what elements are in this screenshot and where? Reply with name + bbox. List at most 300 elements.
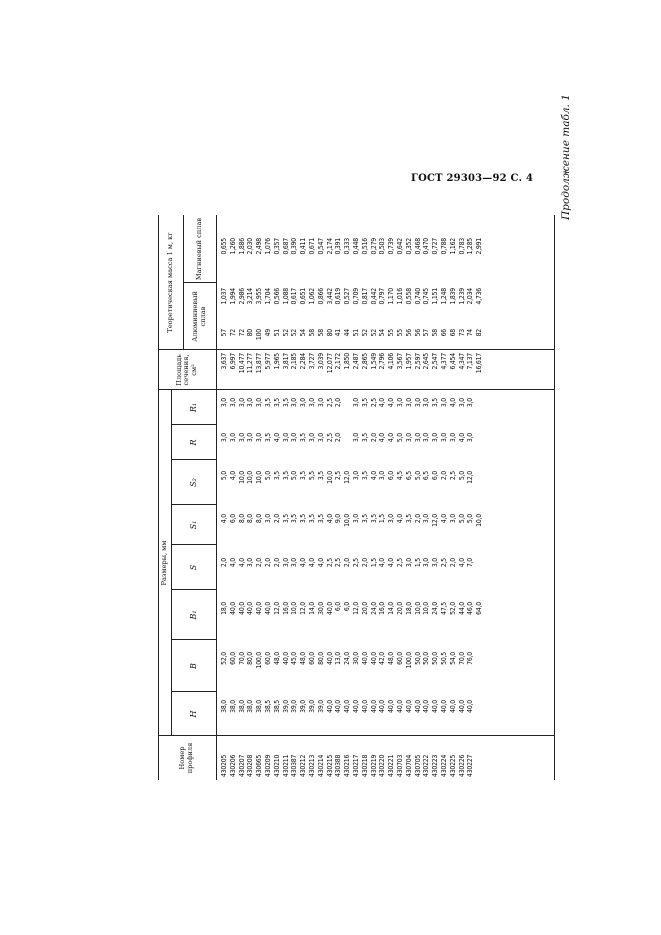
cell-R: 3,5	[263, 433, 272, 443]
cell-mass_mg: 0,333	[343, 238, 352, 255]
cell-profile: 430205	[220, 754, 228, 777]
cell-diameter: 66	[439, 329, 448, 337]
cell-B: 50,5	[439, 652, 448, 665]
cell-B1: 10,0	[290, 602, 299, 615]
cell-S2: 3,5	[360, 471, 369, 481]
cell-B: 42,0	[378, 652, 387, 665]
cell-R: 3,0	[466, 433, 475, 443]
cell-B: 100,0	[255, 652, 264, 669]
cell-R1: 3,0	[246, 398, 255, 408]
header-theoretical-mass: Теоретическая масса 1 м, кг	[165, 232, 174, 333]
cell-S2: 5,0	[263, 471, 272, 481]
cell-R: 3,0	[439, 433, 448, 443]
page-header: ГОСТ 29303—92 С. 4	[411, 173, 534, 184]
cell-B1: 40,0	[263, 602, 272, 615]
cell-mass_al: 1,994	[228, 288, 237, 305]
cell-B: 40,0	[360, 652, 369, 665]
cell-H: 39,0	[281, 700, 290, 713]
cell-S2: 5,0	[457, 471, 466, 481]
cell-profile: 430212	[299, 754, 308, 777]
cell-S2: 4,5	[395, 471, 404, 481]
cell-area: 4,347	[457, 353, 466, 370]
cell-profile: 430224	[439, 754, 448, 777]
cell-mass_mg: 0,655	[220, 238, 228, 255]
table-caption-text: Продолжение табл. 1	[560, 94, 572, 220]
cell-diameter: 41	[334, 329, 343, 337]
cell-H: 39,0	[307, 700, 316, 713]
column-b	[220, 652, 475, 688]
cell-diameter: 80	[246, 329, 255, 337]
cell-R1: 3,0	[290, 398, 299, 408]
cell-mass_mg: 0,470	[422, 238, 431, 255]
header-rule	[216, 215, 217, 780]
col-divider	[158, 349, 554, 350]
cell-mass_mg: 0,390	[290, 238, 299, 255]
cell-B: 48,0	[387, 652, 396, 665]
cell-B: 60,0	[307, 652, 316, 665]
cell-diameter: 55	[387, 329, 396, 337]
cell-S2: 3,5	[272, 471, 281, 481]
column-profile-number	[220, 737, 475, 777]
cell-S2: 4,0	[369, 471, 378, 481]
cell-area: 2,597	[413, 353, 422, 370]
cell-S1: 2,0	[413, 514, 422, 524]
cell-S2: 10,0	[325, 471, 334, 484]
cell-profile: 430387	[290, 754, 299, 777]
cell-diameter: 68	[448, 329, 457, 337]
cell-B: 70,0	[237, 652, 246, 665]
cell-mass_mg: 0,739	[387, 238, 396, 255]
cell-diameter: 52	[290, 329, 299, 337]
cell-mass_mg: 0,411	[299, 238, 308, 255]
header-r: R	[188, 439, 198, 446]
cell-mass_al: 2,986	[237, 288, 246, 305]
cell-profile: 430703	[395, 754, 404, 777]
cell-R1: 3,0	[466, 398, 475, 408]
cell-S: 2,5	[439, 558, 448, 568]
cell-diameter: 51	[272, 329, 281, 337]
cell-S2: 4,0	[228, 471, 237, 481]
cell-R: 3,0	[237, 433, 246, 443]
cell-R: 3,0	[307, 433, 316, 443]
data-table	[158, 215, 558, 780]
cell-B: 40,0	[369, 652, 378, 665]
cell-B: 100,0	[404, 652, 413, 669]
cell-profile: 430218	[360, 754, 369, 777]
cell-mass_al: 0,745	[422, 288, 431, 305]
cell-diameter: 73	[457, 329, 466, 337]
cell-S1: 4,0	[220, 514, 228, 524]
column-mass-aluminum	[220, 288, 484, 320]
cell-H: 40,0	[413, 700, 422, 713]
cell-area: 3,817	[281, 353, 290, 370]
cell-R1: 3,0	[457, 398, 466, 408]
cell-S: 4,0	[378, 558, 387, 568]
cell-R: 4,0	[378, 433, 387, 443]
cell-mass_mg: 0,671	[307, 238, 316, 255]
cell-B1: 24,0	[431, 602, 440, 615]
cell-S: 3,0	[404, 558, 413, 568]
cell-S2: 2,5	[448, 471, 457, 481]
cell-profile: 430214	[316, 754, 325, 777]
header-dimensions: Размеры, мм	[159, 540, 168, 586]
cell-S1: 8,0	[237, 514, 246, 524]
cell-B1: 40,0	[246, 602, 255, 615]
cell-B1: 40,0	[237, 602, 246, 615]
cell-B: 50,0	[431, 652, 440, 665]
column-s1	[220, 514, 484, 542]
cell-H: 38,5	[272, 700, 281, 713]
cell-H: 40,0	[457, 700, 466, 713]
cell-mass_al: 0,617	[290, 288, 299, 305]
cell-mass_mg: 0,727	[431, 238, 440, 255]
cell-H: 40,0	[387, 700, 396, 713]
cell-profile: 430705	[413, 754, 422, 777]
cell-B: 60,0	[228, 652, 237, 665]
cell-S1: 3,0	[263, 514, 272, 524]
cell-area: 2,172	[334, 353, 343, 370]
cell-S2: 5,5	[307, 471, 316, 481]
cell-R1: 3,0	[228, 398, 237, 408]
cell-B1: 40,0	[255, 602, 264, 615]
cell-area: 2,645	[422, 353, 431, 370]
cell-R: 3,0	[281, 433, 290, 443]
cell-S2: 6,0	[431, 471, 440, 481]
cell-B1: 24,0	[369, 602, 378, 615]
cell-mass_mg: 0,391	[334, 238, 343, 255]
column-h	[220, 700, 475, 732]
cell-B: 40,0	[325, 652, 334, 665]
cell-R: 3,0	[413, 433, 422, 443]
cell-mass_mg: 0,279	[369, 238, 378, 255]
cell-H: 38,0	[237, 700, 246, 713]
cell-mass_mg: 2,030	[246, 238, 255, 255]
cell-H: 40,0	[404, 700, 413, 713]
cell-R1: 3,5	[360, 398, 369, 408]
cell-S2: 3,5	[281, 471, 290, 481]
cell-R1: 4,0	[448, 398, 457, 408]
cell-B1: 46,0	[466, 602, 475, 615]
cell-S: 4,0	[299, 558, 308, 568]
cell-mass_mg: 0,448	[351, 238, 360, 255]
cell-area: 2,865	[360, 353, 369, 370]
cell-mass_mg: 0,783	[457, 238, 466, 255]
cell-S: 2,0	[360, 558, 369, 568]
cell-B: 30,0	[351, 652, 360, 665]
cell-mass_mg: 1,162	[448, 238, 457, 255]
cell-H: 38,5	[263, 700, 272, 713]
cell-profile: 430704	[404, 754, 413, 777]
cell-diameter: 51	[351, 329, 360, 337]
cell-mass_mg: 2,991	[475, 238, 484, 255]
cell-S1: 3,5	[360, 514, 369, 524]
cell-B1: 47,5	[439, 602, 448, 615]
column-diameter	[220, 329, 484, 347]
cell-mass_al: 1,062	[307, 288, 316, 305]
cell-S: 2,0	[272, 558, 281, 568]
cell-profile: 430207	[237, 754, 246, 777]
cell-R: 3,0	[404, 433, 413, 443]
cell-B: 48,0	[272, 652, 281, 665]
cell-H: 40,0	[431, 700, 440, 713]
cell-S2: 5,0	[220, 471, 228, 481]
cell-B1: 40,0	[325, 602, 334, 615]
cell-area: 2,796	[378, 353, 387, 370]
cell-B: 13,0	[334, 652, 343, 665]
cell-R: 4,0	[387, 433, 396, 443]
cell-profile: 430227	[466, 754, 475, 777]
cell-profile: 430225	[448, 754, 457, 777]
cell-B: 60,0	[263, 652, 272, 665]
cell-S2: 6,0	[387, 471, 396, 481]
cell-diameter: 100	[255, 329, 264, 341]
header-area: Площадь сечения, см²	[174, 354, 198, 386]
column-s	[220, 558, 475, 586]
cell-diameter: 80	[325, 329, 334, 337]
cell-R1: 3,5	[263, 398, 272, 408]
cell-R: 3,5	[299, 433, 308, 443]
cell-S: 2,5	[351, 558, 360, 568]
cell-B1: 40,0	[228, 602, 237, 615]
cell-mass_mg: 0,503	[378, 238, 387, 255]
cell-S2: 2,5	[334, 471, 343, 481]
cell-R: 3,0	[431, 433, 440, 443]
cell-S1: 3,5	[404, 514, 413, 524]
cell-area: 2,284	[299, 353, 308, 370]
cell-R: 4,0	[457, 433, 466, 443]
cell-B: 45,0	[290, 652, 299, 665]
cell-R: 3,0	[246, 433, 255, 443]
cell-S1: 10,0	[343, 514, 352, 527]
cell-S1: 12,0	[431, 514, 440, 527]
cell-diameter: 56	[413, 329, 422, 337]
cell-mass_al: 0,442	[369, 288, 378, 305]
cell-R1: 3,0	[255, 398, 264, 408]
cell-R1: 3,5	[431, 398, 440, 408]
cell-profile: 430216	[343, 754, 352, 777]
cell-H: 40,0	[325, 700, 334, 713]
cell-R1: 3,0	[422, 398, 431, 408]
cell-B: 54,0	[448, 652, 457, 665]
cell-S2: 6,5	[404, 471, 413, 481]
cell-R1: 3,0	[395, 398, 404, 408]
cell-B: 76,0	[466, 652, 475, 665]
cell-H: 40,0	[360, 700, 369, 713]
cell-R: 3,0	[290, 433, 299, 443]
cell-mass_mg: 1,886	[237, 238, 246, 255]
cell-S2: 10,0	[246, 471, 255, 484]
cell-S2: 12,0	[466, 471, 475, 484]
cell-profile: 430221	[387, 754, 396, 777]
cell-S: 3,0	[281, 558, 290, 568]
cell-S2: 2,0	[439, 471, 448, 481]
cell-H: 40,0	[343, 700, 352, 713]
cell-mass_al: 2,034	[466, 288, 475, 305]
cell-R: 3,5	[360, 433, 369, 443]
cell-R1: 3,0	[351, 398, 360, 408]
cell-mass_al: 0,619	[334, 288, 343, 305]
column-r1	[220, 398, 475, 422]
cell-diameter: 72	[228, 329, 237, 337]
cell-S: 3,0	[422, 558, 431, 568]
cell-R1: 3,0	[220, 398, 228, 408]
cell-S2: 12,0	[343, 471, 352, 484]
cell-S1: 9,0	[334, 514, 343, 524]
cell-profile: 430665	[255, 754, 264, 777]
cell-R: 2,5	[325, 433, 334, 443]
cell-mass_al: 3,955	[255, 288, 264, 305]
cell-mass_al: 0,866	[316, 288, 325, 305]
cell-mass_al: 1,248	[439, 288, 448, 305]
cell-R1: 3,5	[281, 398, 290, 408]
cell-diameter: 72	[237, 329, 246, 337]
cell-B1: 10,0	[422, 602, 431, 615]
cell-R: 4,0	[272, 433, 281, 443]
cell-H: 40,0	[351, 700, 360, 713]
cell-diameter: 57	[220, 329, 228, 337]
cell-R: 3,0	[228, 433, 237, 443]
cell-S1: 3,5	[281, 514, 290, 524]
cell-B: 48,0	[299, 652, 308, 665]
cell-area: 3,637	[220, 353, 228, 370]
cell-mass_mg: 0,642	[395, 238, 404, 255]
cell-mass_mg: 1,285	[466, 238, 475, 255]
cell-mass_al: 0,709	[351, 288, 360, 305]
cell-B1: 52,0	[448, 602, 457, 615]
cell-B: 24,0	[343, 652, 352, 665]
cell-R1: 3,0	[316, 398, 325, 408]
column-b1	[220, 602, 484, 636]
cell-diameter: 54	[299, 329, 308, 337]
cell-mass_al: 1,170	[387, 288, 396, 305]
cell-S1: 4,0	[439, 514, 448, 524]
cell-mass_al: 0,817	[360, 288, 369, 305]
cell-mass_mg: 0,468	[413, 238, 422, 255]
cell-B: 50,0	[422, 652, 431, 665]
cell-H: 40,0	[378, 700, 387, 713]
cell-S2: 3,5	[316, 471, 325, 481]
cell-R1: 2,0	[334, 398, 343, 408]
cell-H: 40,0	[466, 700, 475, 713]
header-b: B	[188, 663, 198, 669]
cell-R	[343, 433, 352, 457]
column-r	[220, 433, 475, 457]
cell-area: 1,965	[272, 353, 281, 370]
cell-B1: 12,0	[272, 602, 281, 615]
cell-B: 52,0	[220, 652, 228, 665]
cell-diameter: 56	[404, 329, 413, 337]
cell-S: 2,5	[395, 558, 404, 568]
cell-mass_al: 4,736	[475, 288, 484, 305]
cell-R: 3,0	[220, 433, 228, 443]
cell-S2: 3,5	[299, 471, 308, 481]
cell-S1: 4,0	[325, 514, 334, 524]
cell-profile: 430220	[378, 754, 387, 777]
cell-mass_al: 3,214	[246, 288, 255, 305]
cell-B1: 30,0	[316, 602, 325, 615]
cell-B1: 18,0	[404, 602, 413, 615]
cell-H: 40,0	[422, 700, 431, 713]
cell-mass_al: 1,704	[263, 288, 272, 305]
cell-H: 40,0	[369, 700, 378, 713]
cell-B1: 10,0	[413, 602, 422, 615]
cell-S1: 3,5	[299, 514, 308, 524]
cell-S: 7,0	[466, 558, 475, 568]
cell-H: 39,0	[290, 700, 299, 713]
cell-area: 11,277	[246, 353, 255, 374]
cell-area: 12,077	[325, 353, 334, 374]
cell-mass_al: 0,740	[413, 288, 422, 305]
cell-R: 5,0	[395, 433, 404, 443]
cell-S: 3,0	[431, 558, 440, 568]
cell-profile: 430222	[422, 754, 431, 777]
cell-mass_al: 1,016	[395, 288, 404, 305]
cell-S1: 1,5	[378, 514, 387, 524]
cell-area: 1,549	[369, 353, 378, 370]
cell-S1: 6,0	[228, 514, 237, 524]
cell-H: 39,0	[299, 700, 308, 713]
header-s2: S₂	[188, 478, 198, 487]
cell-R: 3,0	[255, 433, 264, 443]
cell-H: 38,0	[255, 700, 264, 713]
cell-S2: 10,0	[255, 471, 264, 484]
cell-diameter: 52	[281, 329, 290, 337]
cell-S1: 3,0	[448, 514, 457, 524]
cell-R: 2,0	[334, 433, 343, 443]
cell-diameter: 74	[466, 329, 475, 337]
cell-S: 4,0	[228, 558, 237, 568]
header-profile-number: Номер профиля	[178, 742, 194, 774]
cell-mass_al: 1,239	[457, 288, 466, 305]
cell-area: 2,487	[351, 353, 360, 370]
cell-B1: 14,0	[307, 602, 316, 615]
cell-R: 2,0	[369, 433, 378, 443]
cell-H: 38,0	[228, 700, 237, 713]
cell-R1: 3,0	[299, 398, 308, 408]
cell-S: 2,0	[263, 558, 272, 568]
cell-profile: 430215	[325, 754, 334, 777]
cell-mass_mg: 1,260	[228, 238, 237, 255]
cell-S: 3,0	[246, 558, 255, 568]
cell-mass_mg: 1,076	[263, 238, 272, 255]
cell-R: 3,0	[448, 433, 457, 443]
cell-diameter: 55	[395, 329, 404, 337]
cell-H: 38,0	[246, 700, 255, 713]
cell-H: 40,0	[439, 700, 448, 713]
cell-diameter: 52	[369, 329, 378, 337]
cell-area: 2,185	[290, 353, 299, 370]
cell-profile: 430208	[246, 754, 255, 777]
cell-R: 3,0	[422, 433, 431, 443]
cell-area: 4,106	[387, 353, 396, 370]
cell-B1: 12,0	[351, 602, 360, 615]
cell-area: 7,137	[466, 353, 475, 370]
column-mass-magnesium	[220, 238, 484, 270]
cell-S1: 8,0	[246, 514, 255, 524]
cell-R1	[343, 398, 352, 422]
cell-S1: 3,5	[316, 514, 325, 524]
cell-H: 40,0	[395, 700, 404, 713]
cell-area: 13,877	[255, 353, 264, 374]
cell-area: 1,850	[343, 353, 352, 370]
cell-R1: 3,0	[237, 398, 246, 408]
cell-R1: 2,5	[369, 398, 378, 408]
cell-S2: 5,0	[290, 471, 299, 481]
cell-S: 4,0	[237, 558, 246, 568]
cell-S: 2,0	[343, 558, 352, 568]
cell-diameter: 58	[307, 329, 316, 337]
cell-R: 3,0	[316, 433, 325, 443]
